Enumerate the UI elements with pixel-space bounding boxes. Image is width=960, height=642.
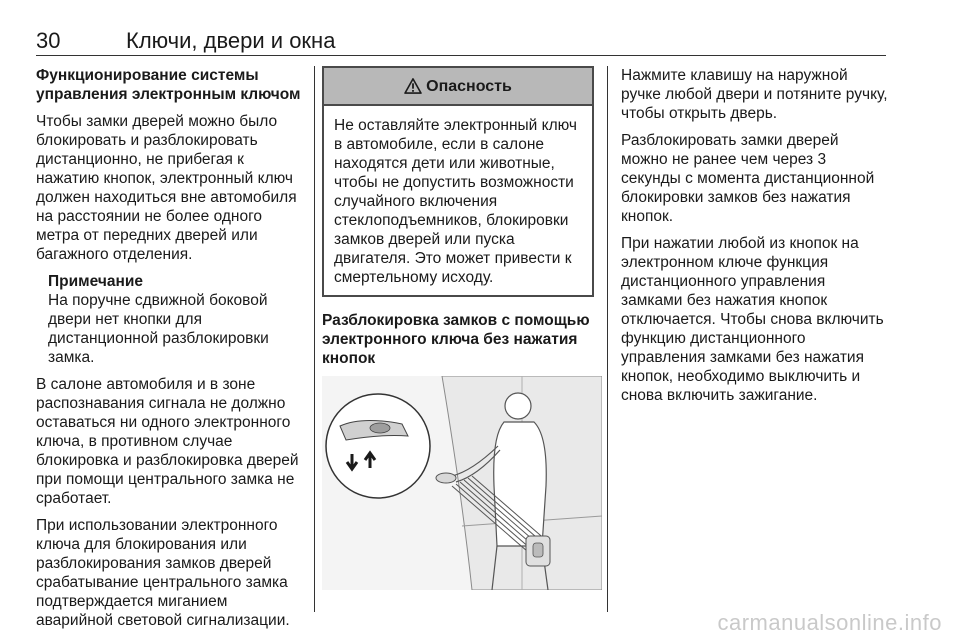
danger-box: [322, 66, 594, 297]
page-number: 30: [36, 28, 61, 53]
watermark: carmanualsonline.info: [717, 610, 942, 635]
paragraph: При использовании электронного ключа для блокирования или разблокирования замков дверей срабатывание центрального замка подтверждается миганием аварийной световой сигнализации.: [36, 517, 290, 629]
note-block: [36, 272, 302, 367]
paragraph: Разблокировать замки дверей можно не ранее чем через 3 секунды с момента дистанционной блокировки замков без нажатия кнопок.: [621, 132, 875, 225]
danger-title: Опасность: [426, 77, 512, 95]
note-text: На поручне сдвижной боковой двери нет кнопки для дистанционной разблокировки замка.: [48, 292, 269, 366]
header-rule: [36, 55, 886, 56]
column-1: [36, 66, 302, 638]
warning-triangle-icon: [404, 78, 422, 94]
column-2: [322, 66, 598, 590]
column-3: [621, 66, 889, 413]
paragraph: Чтобы замки дверей можно было блокировать и разблокировать дистанционно, не прибегая к нажатию кнопок, электронный ключ должен находиться вне автомобиля на расстоянии не более одного метра от передних дверей или багажного отделения.: [36, 113, 297, 263]
paragraph: В салоне автомобиля и в зоне распознавания сигнала не должно оставаться ни одного электронного ключа, в противном случае блокировка и разблокировка дверей при помощи центрального замка не сработает.: [36, 376, 299, 507]
keyless-entry-illustration: [322, 376, 602, 590]
section-heading: Функционирование системы управления электронным ключом: [36, 67, 301, 103]
danger-text: Не оставляйте электронный ключ в автомобиле, если в салоне находятся дети или животные, чтобы не допустить возможности случайного включения стеклоподъемников, блокировки замков дверей или пуска двигателя. Это может привести к смертельному исходу.: [334, 117, 577, 286]
paragraph: При нажатии любой из кнопок на электронном ключе функция дистанционного управления замками без нажатия кнопок отключается. Чтобы снова включить функцию дистанционного управления замками без нажатия кнопок, необходимо выключить и снова включить зажигание.: [621, 235, 884, 404]
chapter-title: Ключи, двери и окна: [126, 28, 336, 53]
note-title: Примечание: [48, 273, 143, 290]
section-heading: Разблокировка замков с помощью электронного ключа без нажатия кнопок: [322, 312, 590, 367]
page-header: [36, 28, 886, 54]
illustration: [322, 376, 602, 590]
paragraph: Нажмите клавишу на наружной ручке любой двери и потяните ручку, чтобы открыть дверь.: [621, 67, 888, 122]
column-divider-1: [314, 66, 315, 612]
column-divider-2: [607, 66, 608, 612]
danger-header: [324, 68, 592, 106]
